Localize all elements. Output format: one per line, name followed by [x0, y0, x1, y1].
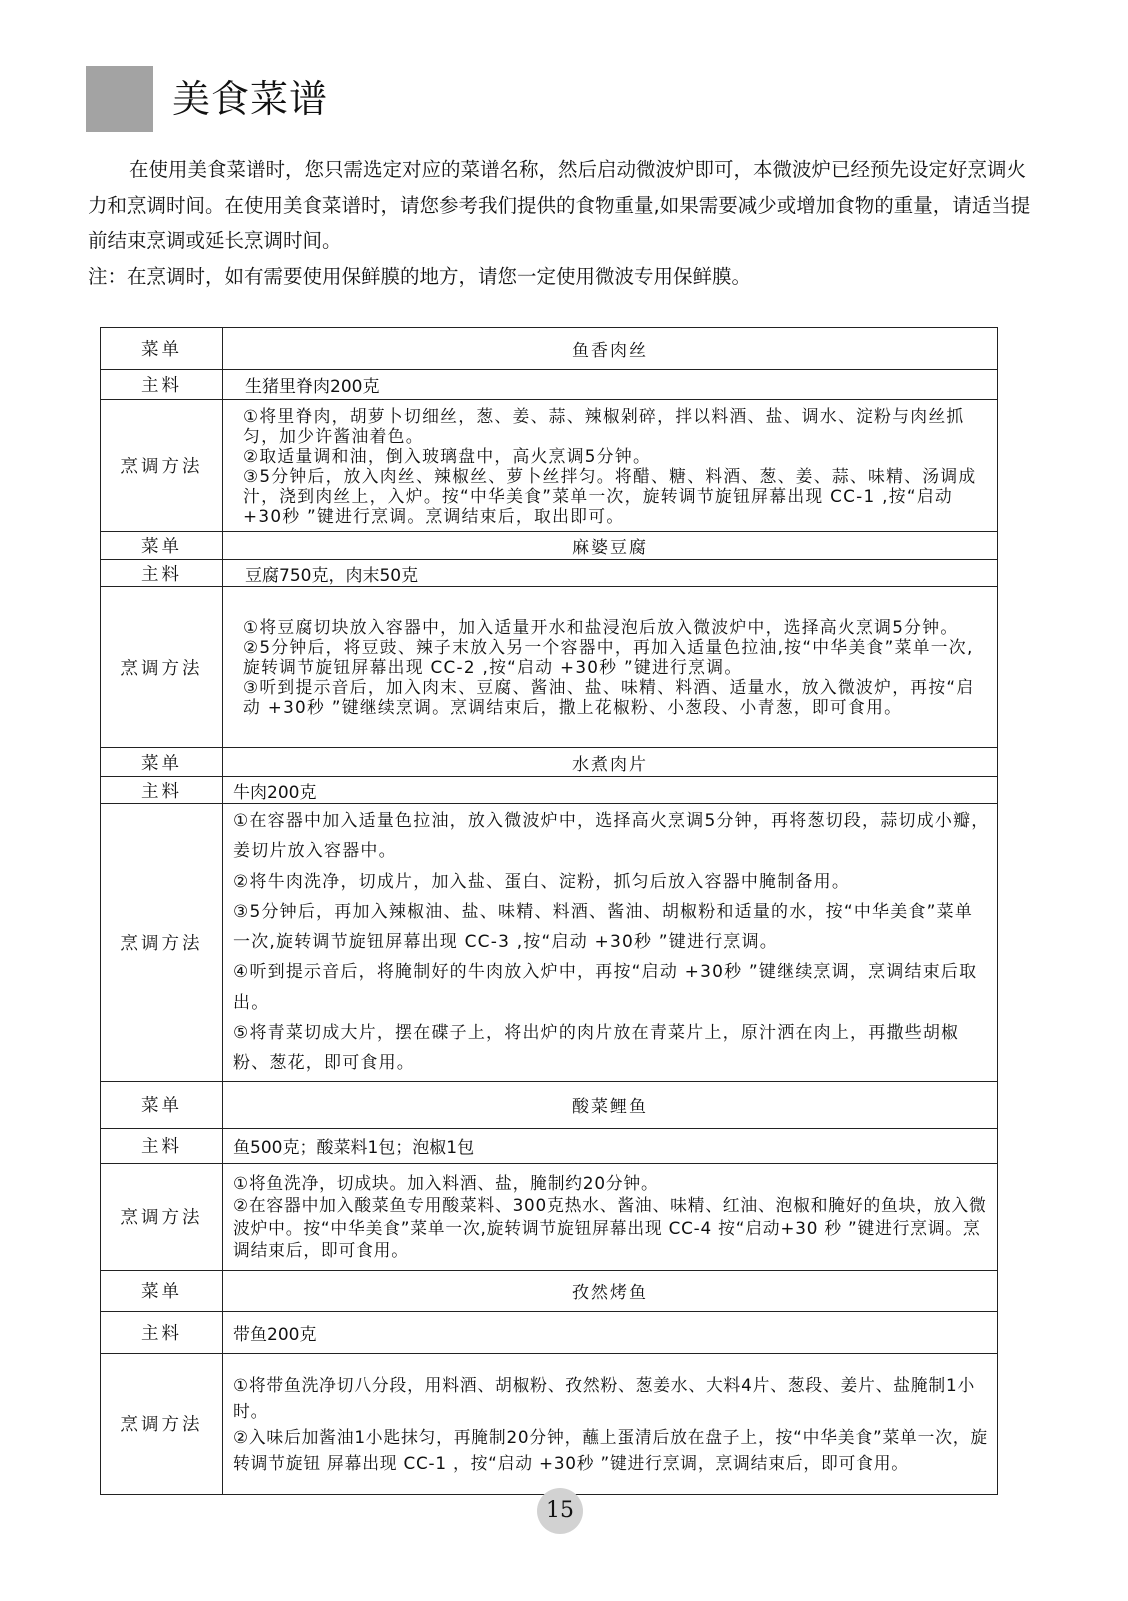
recipe-method	[223, 804, 998, 1082]
recipe-step: ①将带鱼洗净切八分段，用料酒、胡椒粉、孜然粉、葱姜水、大料4片、葱段、姜片、盐腌制1小时。	[233, 1374, 976, 1421]
recipe-step: ③5分钟后，放入肉丝、辣椒丝、萝卜丝拌匀。将醋、糖、料酒、葱、姜、蒜、味精、汤调成汁，浇到肉丝上，入炉。按“中华美食”菜单一次，旋转调节旋钮屏幕出现 CC-1 ,按“启动+30秒 ”键进行烹调。烹调结束后，取出即可。	[243, 465, 977, 526]
recipe-1-method-row	[101, 400, 998, 532]
method-label: 烹调方法	[101, 804, 223, 1082]
recipe-name: 鱼香肉丝	[223, 328, 998, 370]
intro-text	[88, 152, 1038, 294]
menu-label: 菜单	[101, 1081, 223, 1128]
recipe-ingredients: 带鱼200克	[223, 1311, 998, 1353]
menu-label: 菜单	[101, 1270, 223, 1311]
recipe-3-method-row	[101, 804, 998, 1082]
ingredients-label: 主料	[101, 560, 223, 587]
method-label: 烹调方法	[101, 1353, 223, 1494]
intro-note: 注：在烹调时，如有需要使用保鲜膜的地方，请您一定使用微波专用保鲜膜。	[88, 264, 752, 288]
intro-paragraph: 在使用美食菜谱时，您只需选定对应的菜谱名称，然后启动微波炉即可，本微波炉已经预先设定好烹调火力和烹调时间。在使用美食菜谱时，请您参考我们提供的食物重量,如果需要减少或增加食物的重量，请适当提前结束烹调或延长烹调时间。	[88, 158, 1031, 252]
ingredients-label: 主料	[101, 370, 223, 400]
recipe-table	[100, 327, 998, 1495]
recipe-5-menu-row	[101, 1270, 998, 1311]
recipe-name: 麻婆豆腐	[223, 532, 998, 560]
recipe-ingredients: 鱼500克；酸菜料1包；泡椒1包	[223, 1128, 998, 1163]
header-gray-block	[86, 66, 153, 132]
menu-label: 菜单	[101, 328, 223, 370]
menu-label: 菜单	[101, 748, 223, 777]
recipe-step: ③5分钟后，再加入辣椒油、盐、味精、料酒、酱油、胡椒粉和适量的水，按“中华美食”菜单一次,旋转调节旋钮屏幕出现 CC-3 ,按“启动 +30秒 ”键进行烹调。	[233, 901, 974, 953]
recipe-step: ①将鱼洗净，切成块。加入料酒、盐，腌制约20分钟。	[233, 1172, 659, 1193]
recipe-5-ingredients-row	[101, 1311, 998, 1353]
recipe-step: ②在容器中加入酸菜鱼专用酸菜料、300克热水、酱油、味精、红油、泡椒和腌好的鱼块，放入微波炉中。按“中华美食”菜单一次,旋转调节旋钮屏幕出现 CC-4 按“启动+30 秒 ”键进行烹调。烹调结束后，即可食用。	[233, 1195, 987, 1261]
recipe-4-method-row	[101, 1163, 998, 1270]
recipe-1-menu-row	[101, 328, 998, 370]
ingredients-label: 主料	[101, 777, 223, 804]
recipe-step: ②取适量调和油，倒入玻璃盘中，高火烹调5分钟。	[243, 445, 652, 466]
recipe-method	[223, 400, 998, 532]
recipe-3-ingredients-row	[101, 777, 998, 804]
recipe-ingredients: 牛肉200克	[223, 777, 998, 804]
page-number: 15	[537, 1488, 583, 1534]
recipe-5-method-row	[101, 1353, 998, 1494]
recipe-step: ①将豆腐切块放入容器中，加入适量开水和盐浸泡后放入微波炉中，选择高火烹调5分钟。	[243, 617, 959, 637]
recipe-step: ②入味后加酱油1小匙抹匀，再腌制20分钟，蘸上蛋清后放在盘子上，按“中华美食”菜单一次，旋转调节旋钮 屏幕出现 CC-1 ，按“启动 +30秒 ”键进行烹调，烹调结束后，即可食用。	[233, 1426, 988, 1473]
method-label: 烹调方法	[101, 1163, 223, 1270]
recipe-ingredients: 豆腐750克，肉末50克	[223, 560, 998, 587]
recipe-1-ingredients-row	[101, 370, 998, 400]
recipe-step: ①在容器中加入适量色拉油，放入微波炉中，选择高火烹调5分钟，再将葱切段，蒜切成小瓣，姜切片放入容器中。	[233, 811, 990, 862]
recipe-step: ④听到提示音后，将腌制好的牛肉放入炉中，再按“启动 +30秒 ”键继续烹调，烹调结束后取出。	[233, 962, 978, 1013]
recipe-4-menu-row	[101, 1081, 998, 1128]
recipe-step: ③听到提示音后，加入肉末、豆腐、酱油、盐、味精、料酒、适量水，放入微波炉，再按“启动 +30秒 ”键继续烹调。烹调结束后，撒上花椒粉、小葱段、小青葱，即可食用。	[243, 677, 975, 717]
recipe-2-ingredients-row	[101, 560, 998, 587]
method-label: 烹调方法	[101, 400, 223, 532]
method-label: 烹调方法	[101, 587, 223, 748]
ingredients-label: 主料	[101, 1128, 223, 1163]
recipe-ingredients: 生猪里脊肉200克	[223, 370, 998, 400]
recipe-step: ②将牛肉洗净，切成片，加入盐、蛋白、淀粉，抓匀后放入容器中腌制备用。	[233, 871, 851, 892]
recipe-method	[223, 587, 998, 748]
recipe-method	[223, 1353, 998, 1494]
menu-label: 菜单	[101, 532, 223, 560]
recipe-name: 酸菜鲤鱼	[223, 1081, 998, 1128]
recipe-step: ②5分钟后，将豆豉、辣子末放入另一个容器中，再加入适量色拉油,按“中华美食”菜单一次,旋转调节旋钮屏幕出现 CC-2 ,按“启动 +30秒 ”键进行烹调。	[243, 637, 974, 677]
recipe-step: ⑤将青菜切成大片，摆在碟子上，将出炉的肉片放在青菜片上，原汁洒在肉上，再撒些胡椒粉、葱花，即可食用。	[233, 1023, 960, 1074]
page-title: 美食菜谱	[172, 77, 329, 121]
ingredients-label: 主料	[101, 1311, 223, 1353]
recipe-method	[223, 1163, 998, 1270]
recipe-4-ingredients-row	[101, 1128, 998, 1163]
recipe-2-menu-row	[101, 532, 998, 560]
recipe-step: ①将里脊肉，胡萝卜切细丝，葱、姜、蒜、辣椒剁碎，拌以料酒、盐、调水、淀粉与肉丝抓匀，加少许酱油着色。	[243, 405, 965, 446]
recipe-2-method-row	[101, 587, 998, 748]
recipe-name: 孜然烤鱼	[223, 1270, 998, 1311]
recipe-3-menu-row	[101, 748, 998, 777]
recipe-name: 水煮肉片	[223, 748, 998, 777]
